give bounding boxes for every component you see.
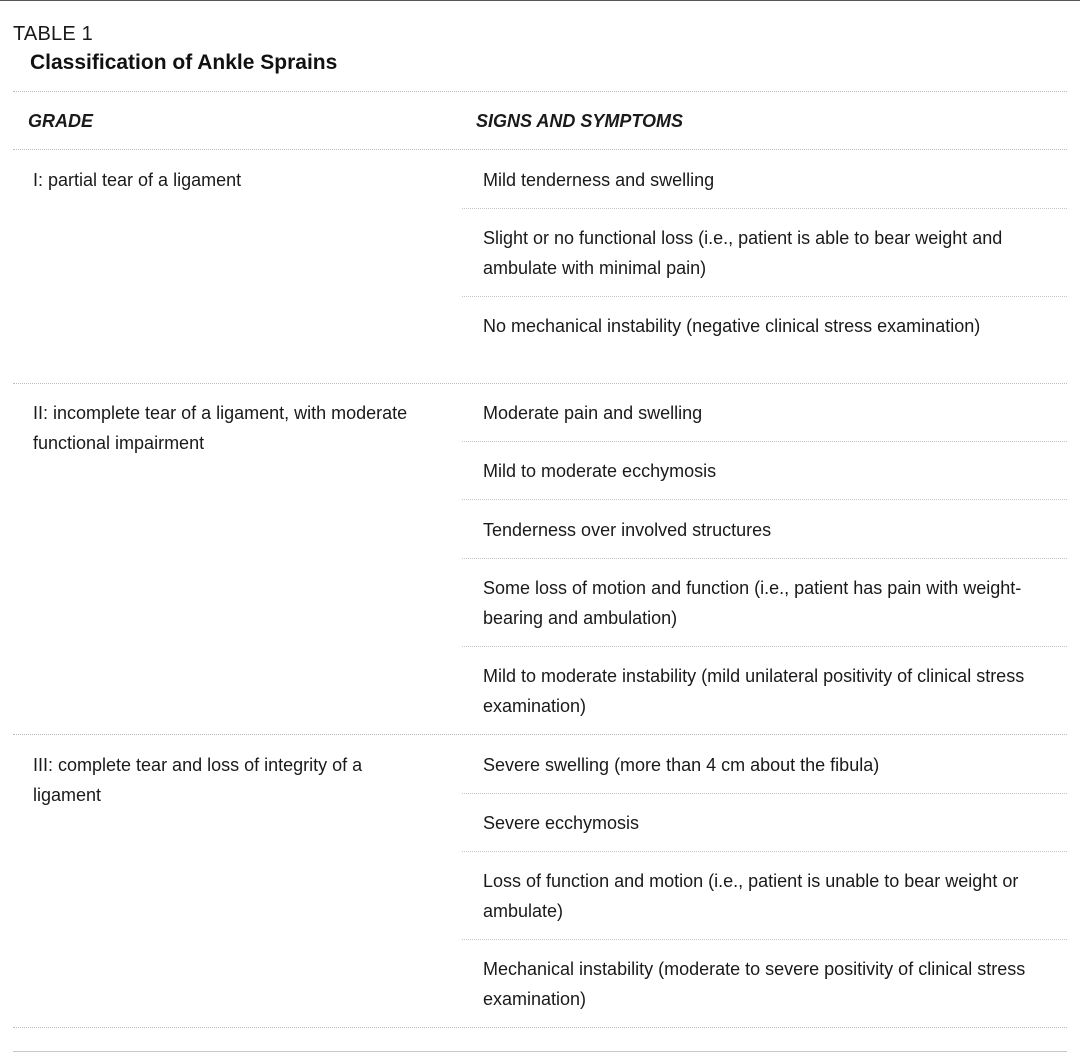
sign-divider [462, 208, 1067, 209]
grade-cell-3: III: complete tear and loss of integrity of a ligament [33, 755, 363, 805]
sign-cell-3-3: Loss of function and motion (i.e., patient is unable to bear weight or ambulate) [483, 871, 1019, 921]
grade-row-divider [13, 383, 1067, 384]
sign-cell-2-5: Mild to moderate instability (mild unilateral positivity of clinical stress examination) [483, 666, 1025, 716]
sign-cell-1-2: Slight or no functional loss (i.e., patient is able to bear weight and ambulate with minimal pain) [483, 228, 1003, 278]
sign-divider [462, 499, 1067, 500]
sign-divider [462, 646, 1067, 647]
sign-divider [462, 441, 1067, 442]
sign-cell-2-1: Moderate pain and swelling [483, 403, 703, 423]
sign-divider [462, 793, 1067, 794]
table-bottom-dotted-rule [13, 1027, 1067, 1028]
sign-cell-1-3: No mechanical instability (negative clinical stress examination) [483, 316, 981, 336]
sign-cell-3-2: Severe ecchymosis [483, 813, 640, 833]
table-number-label: TABLE 1 [13, 23, 93, 45]
sign-cell-3-4: Mechanical instability (moderate to severe positivity of clinical stress examination) [483, 959, 1026, 1009]
grade-row-divider [13, 734, 1067, 735]
grade-cell-1: I: partial tear of a ligament [33, 170, 242, 190]
sign-cell-1-1: Mild tenderness and swelling [483, 170, 715, 190]
sign-cell-2-2: Mild to moderate ecchymosis [483, 461, 717, 481]
header-top-rule [13, 91, 1067, 92]
column-header-signs-and-symptoms: SIGNS AND SYMPTOMS [476, 111, 684, 131]
sign-divider [462, 296, 1067, 297]
sign-divider [462, 558, 1067, 559]
table-end-rule [13, 1051, 1067, 1052]
header-bottom-rule [13, 149, 1067, 150]
sign-cell-3-1: Severe swelling (more than 4 cm about the fibula) [483, 755, 880, 775]
grade-cell-2: II: incomplete tear of a ligament, with moderate functional impairment [33, 403, 408, 453]
sign-divider [462, 939, 1067, 940]
table-title: Classification of Ankle Sprains [30, 51, 338, 74]
column-header-grade: GRADE [28, 111, 94, 131]
sign-cell-2-3: Tenderness over involved structures [483, 520, 772, 540]
sign-divider [462, 851, 1067, 852]
sign-cell-2-4: Some loss of motion and function (i.e., patient has pain with weight-bearing and ambulation) [483, 578, 1022, 628]
